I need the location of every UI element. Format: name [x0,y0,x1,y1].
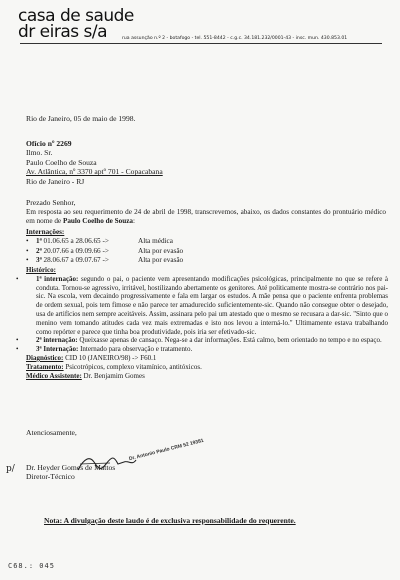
internacao-number: 2ª [36,246,42,255]
intro-patient-name: Paulo Coelho de Souza [62,217,134,226]
diagnostico-line [26,354,388,363]
historico-text: Queixasse apenas de cansaço. Nega-se a dar informações. Está calmo, bem orientado no tempo e no espaço. [77,336,382,345]
internacao-row: • 1ª 01.06.65 a 28.06.65 -> Alta médica [26,237,173,246]
recipient-address: Av. Atlântica, nº 3370 aptº 701 - Copacabana [26,167,163,177]
internacao-row: • 2ª 20.07.66 a 09.09.66 -> Alta por evasão [26,246,184,255]
historico-label: 1ª internação: [36,274,79,283]
greeting: Prezado Senhor, [26,198,76,207]
medico-label: Médico Assistente: [26,371,82,380]
historico-text: Internado para observação e tratamento. [78,345,193,354]
tratamento-label: Tratamento: [26,362,64,371]
internacao-number: 3ª [36,256,42,265]
letter-date: Rio de Janeiro, 05 de maio de 1998. [26,114,136,123]
internacoes-heading: Internações: [26,228,65,236]
intro-end: : [133,217,136,226]
historico-label: 2ª internação: [36,336,78,345]
office-ref: Ofício nº 2269 [26,139,72,148]
diagnostico-value: CID 10 (JANEIRO/98) -> F60.1 [63,353,157,362]
tratamento-value: Psicotrópicos, complexo vitamínico, antitóxicos. [63,362,202,371]
internacao-dates: 28.06.67 a 09.07.67 -> [43,256,109,265]
margin-annotation: p/ [6,464,15,474]
clinic-logo [18,8,134,40]
signer-block [26,463,115,482]
internacao-status: Alta por evasão [138,256,184,265]
internacao-status: Alta médica [138,237,173,246]
header-divider [20,43,382,44]
clinic-address: rua assunção n.º 2 - botafogo - tel. 551-8442 - c.g.c. 34.181.232/0001-43 - insc. mun. 430.853.01 [122,36,348,41]
historico-item: • 3ª Internação: Internado para observação e tratamento. [16,345,193,354]
logo-line2: dr eiras s/a [18,22,108,42]
historico-section [16,266,388,380]
historico-item: • 2ª internação: Queixasse apenas de cansaço. Nega-se a dar informações. Está calmo, bem orientado no tempo e no espaço. [16,336,382,345]
signer-name: Dr. Heyder Gomes de Mattos [26,463,116,472]
historico-heading: Histórico: [26,266,56,274]
signer-title: Diretor-Técnico [26,472,75,482]
internacoes-section [26,228,183,266]
closing: Atenciosamente, [26,428,77,437]
historico-text: segundo o pai, o paciente vem apresentando modificações psicológicas, principalmente no que se refere à conduta. Tornou-se agressivo, irritável, hostilizando abertamente os genitores. Até politicamente mostra-se contrário nos pai-sic. Na escola, vem decaindo progressivamente e fala em largar os estudos. A mãe pensa que o paciente enfrenta problemas de ordem sexual, pois tem fimose e não parece ter amadurecido suficientemente-sic. Quando não consegue obter o desejado, usa de artifícios nem sempre aceitáveis. Assim, assinara pelo pai um atestado que o mesmo se recusara a dar-sic. "Sinto que o menino vem tomando atitudes cada vez mais extremadas e isto nos levou a interná-lo." Ultimamente estava trabalhando como repórter e parece que tinha boa produtividade, pois iria ser efetivado-sic. [36,274,388,336]
internacao-dates: 20.07.66 a 09.09.66 -> [43,246,109,255]
historico-item: • 1ª internação: segundo o pai, o paciente vem apresentando modificações psicológicas, principalmente no que se refere à conduta. Tornou-se agressivo, irritável, hostilizando abertamente os genitores. Até politicamente mostra-se contrário nos pai-sic. Na escola, vem decaindo progressivamente e fala em largar os estudos. A mãe pensa que o paciente enfrenta problemas de ordem sexual, pois tem fimose e não parece ter amadurecido suficientemente-sic. Quando não consegue obter o desejado, usa de artifícios nem sempre aceitáveis. Assim, assinara pelo pai um atestado que o mesmo se recusara a dar-sic. "Sinto que o menino vem tomando atitudes cada vez mais extremadas e isto nos levou a interná-lo." Ultimamente estava trabalhando como repórter e parece que tinha boa produtividade, pois iria ser efetivado-sic. [16,274,388,336]
intro-text: Em resposta ao seu requerimento de 24 de abril de 1998, transcrevemos, abaixo, os dados constantes do prontuário médico em nome de [26,208,386,226]
doctor-stamp: Dr. Antonio Paulo CRM 52 19381 [128,437,205,463]
medico-line [26,372,388,381]
recipient-block [26,139,163,186]
disclaimer-note: Nota: A divulgação deste laudo é de exclusiva responsabilidade do requerente. [44,516,296,525]
internacao-status: Alta por evasão [138,246,184,255]
footer-code: C68.: 045 [8,562,55,570]
internacao-number: 1ª [36,237,42,246]
medico-value: Dr. Benjamim Gomes [81,371,145,380]
intro-paragraph [26,208,386,226]
tratamento-line [26,363,388,372]
recipient-city: Rio de Janeiro - RJ [26,176,85,186]
internacao-row: • 3ª 28.06.67 a 09.07.67 -> Alta por evasão [26,256,184,265]
internacao-dates: 01.06.65 a 28.06.65 -> [43,237,109,246]
salutation-line: Ilmo. Sr. [26,148,53,158]
logo-line1: casa de saude [18,6,134,26]
historico-label: 3ª Internação: [36,345,79,354]
diagnostico-label: Diagnóstico: [26,353,64,362]
recipient-name: Paulo Coelho de Souza [26,157,97,167]
